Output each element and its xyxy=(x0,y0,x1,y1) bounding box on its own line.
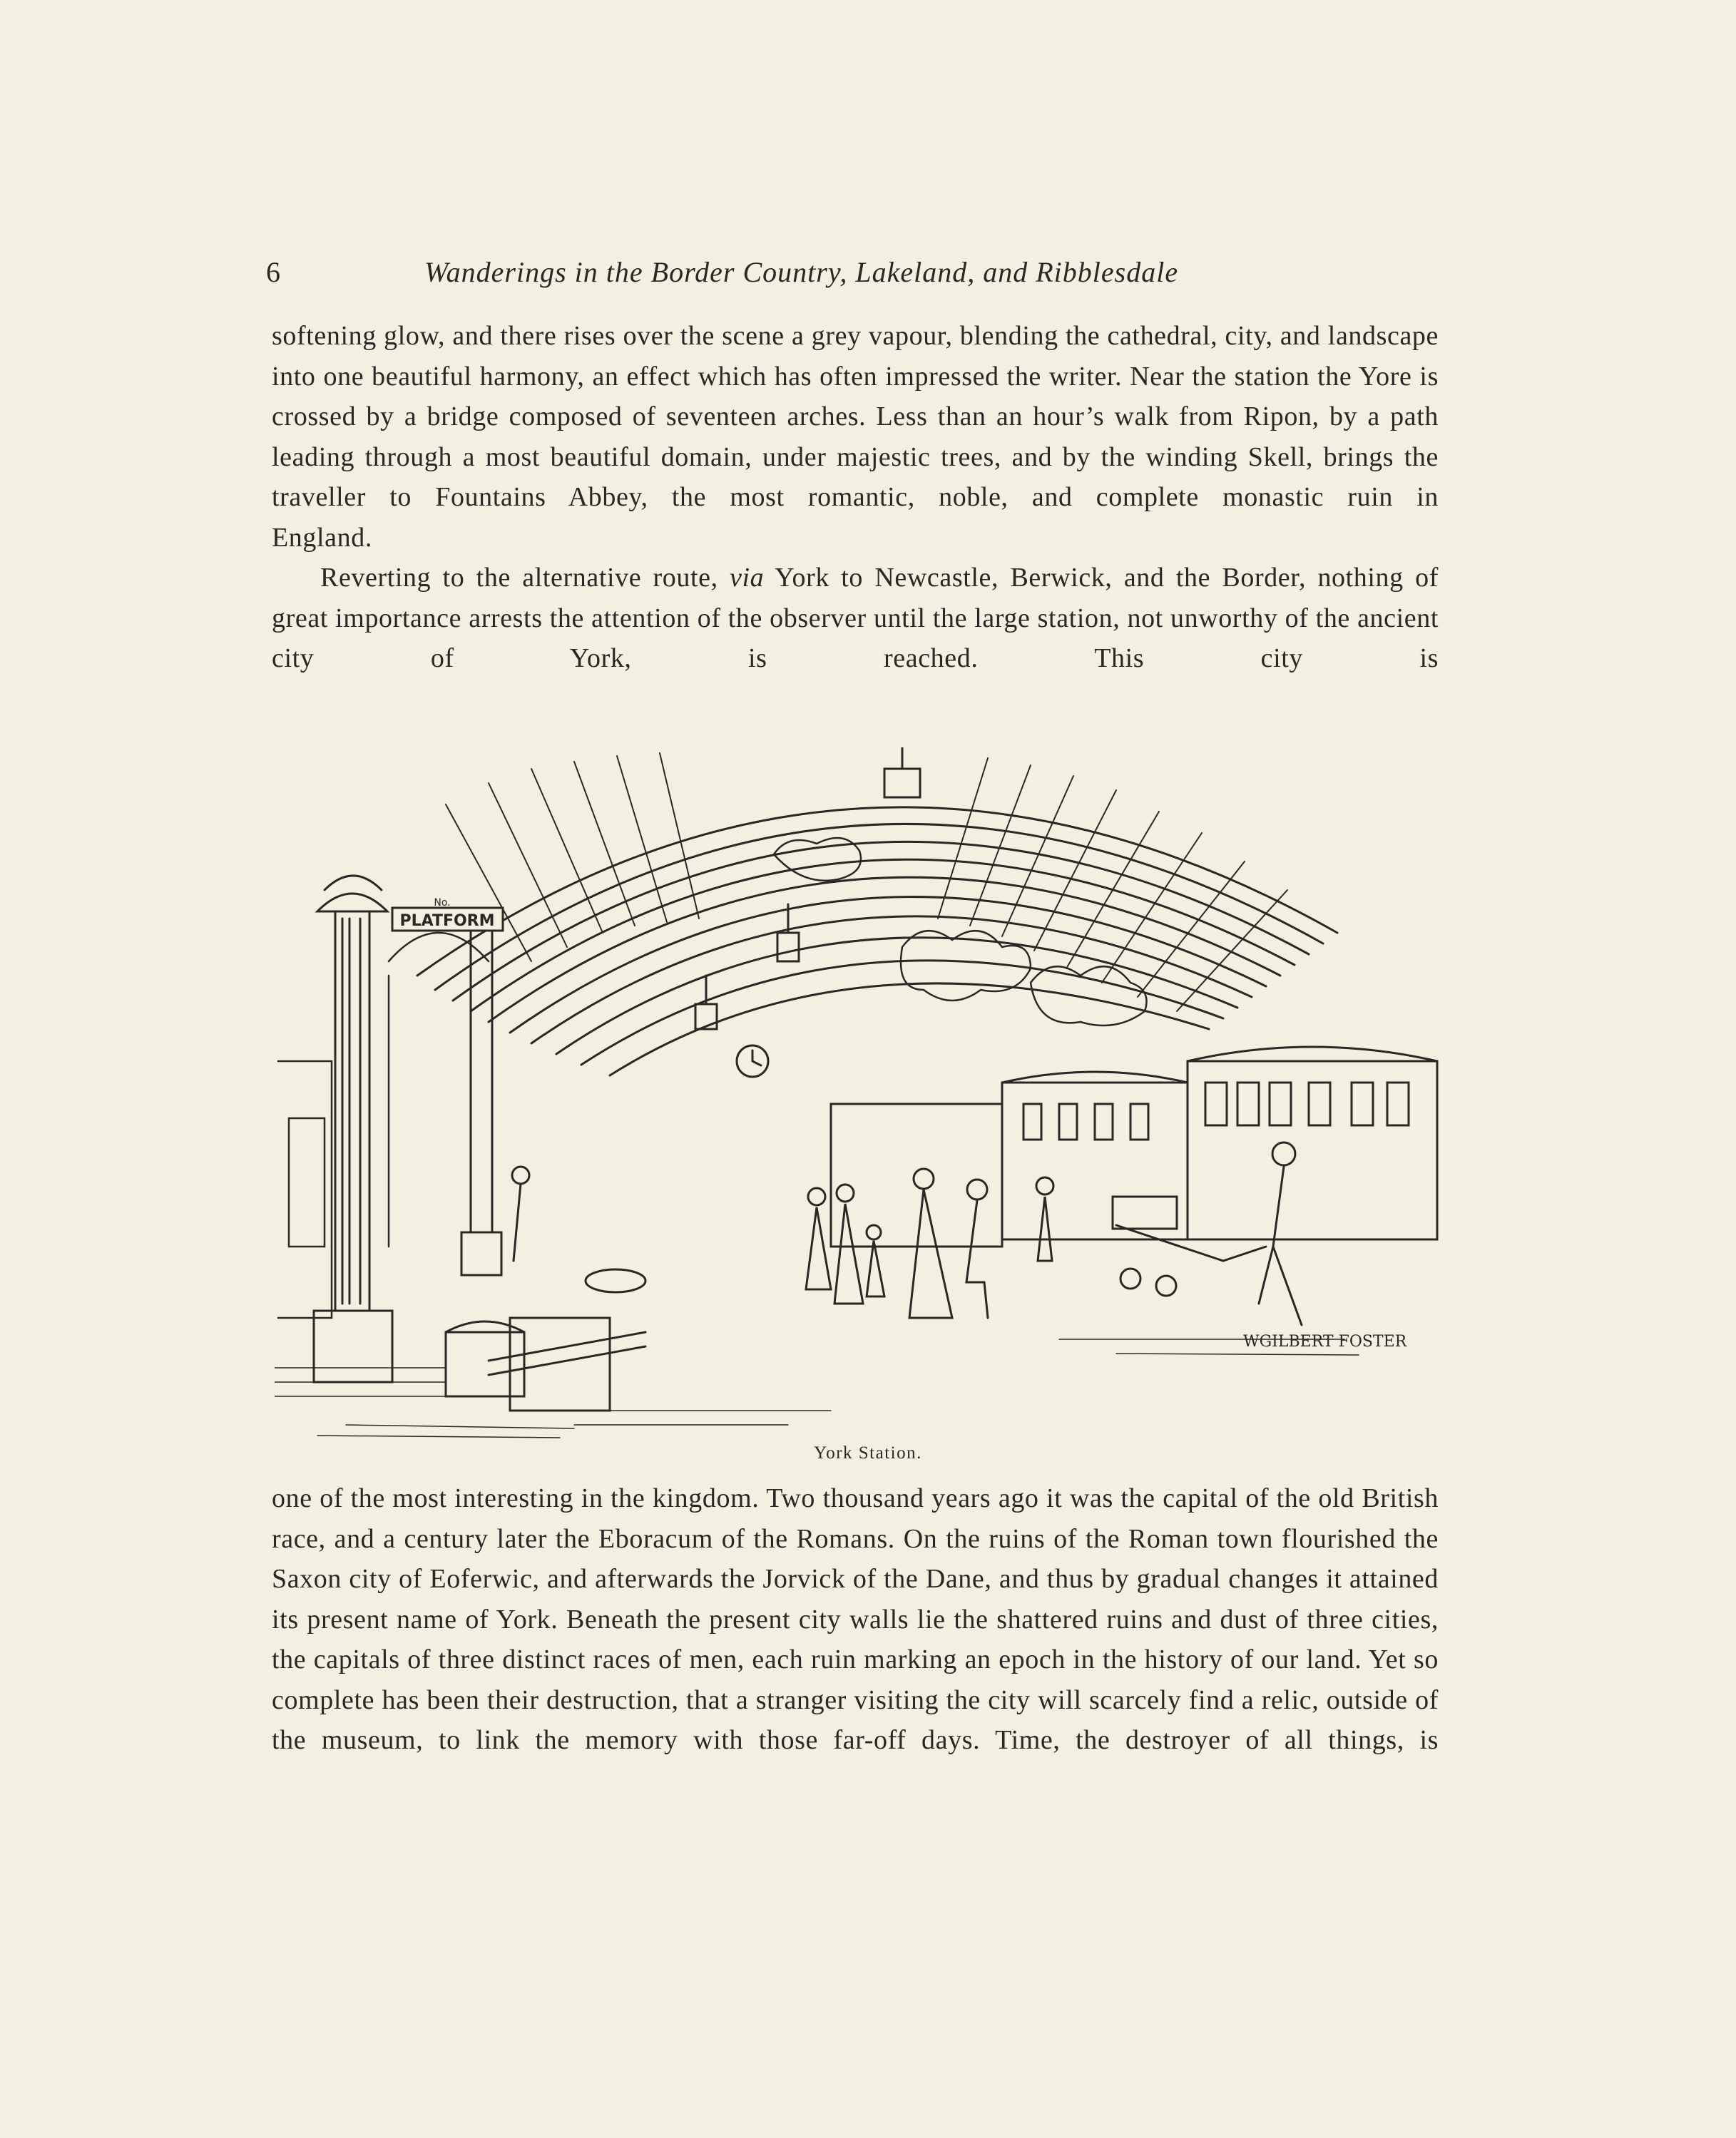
york-station-illustration xyxy=(275,747,1448,1439)
engraving-drawing xyxy=(275,747,1448,1439)
text-line: England. xyxy=(272,522,372,553)
body-text-top xyxy=(272,316,1439,679)
text-line: to link the memory with those far-off days. Time, the destroyer of all things, is xyxy=(438,1725,1439,1755)
body-text-bottom xyxy=(272,1478,1439,1761)
text-line: the writer. Near the station the Yore is crossed by a bridge composed of seventeen xyxy=(272,361,1439,431)
station-clock xyxy=(737,1045,768,1077)
text-line: large station, not unworthy of the ancient city of York, is reached. This city is xyxy=(272,603,1439,673)
figure-caption: York Station. xyxy=(814,1443,922,1463)
text-line: York to Newcastle, Berwick, and the xyxy=(775,563,1211,593)
text-line: dust of three cities, the capitals of three distinct races of men, each ruin marking an xyxy=(272,1604,1439,1674)
text-line: city, and landscape into one beautiful harmony, an effect which has often impressed xyxy=(272,321,1439,392)
text-line: softening glow, and there rises over the scene a grey vapour, blending the cathedral, xyxy=(272,321,1218,351)
page-number: 6 xyxy=(266,256,280,288)
paragraph-york-route xyxy=(272,558,1439,679)
luggage-barrow xyxy=(1113,1197,1266,1296)
text-line: present name of York. Beneath the present city walls lie the shattered ruins and xyxy=(307,1604,1212,1635)
artist-signature: WGILBERT FOSTER xyxy=(1243,1333,1407,1351)
running-title: Wanderings in the Border Country, Lakeland, and Ribblesdale xyxy=(424,256,1179,288)
text-line: to Fountains Abbey, the most romantic, noble, and complete monastic ruin in xyxy=(389,482,1439,512)
text-line: beautiful domain, under majestic trees, and by the winding Skell, brings the traveller xyxy=(272,441,1439,512)
text-line: epoch in the history of our land. Yet so complete has been their destruction, xyxy=(272,1645,1439,1715)
passenger-figures xyxy=(512,1142,1302,1325)
italic-word: via xyxy=(730,563,765,593)
text-line: that a stranger visiting the city will scarcely find a relic, outside of the museum, xyxy=(272,1684,1439,1755)
text-line: one of the most interesting in the kingdom. Two thousand years ago it was the xyxy=(272,1483,1155,1513)
cast-iron-column xyxy=(314,876,392,1382)
text-line: capital of the old British race, and a century later the Eboracum of the Romans. xyxy=(272,1483,1439,1554)
luggage-foreground xyxy=(446,1269,645,1411)
text-line: arches. Less than an hour’s walk from Ripon, by a path leading through a most xyxy=(272,401,1439,472)
text-line: Border, nothing of great importance arrests the attention of the observer until the xyxy=(272,563,1439,633)
paragraph-ripon-end xyxy=(272,518,1439,558)
train-carriages xyxy=(831,1047,1437,1247)
text-line: On the ruins of the Roman town flourished the Saxon city of Eoferwic, and xyxy=(272,1523,1439,1594)
platform-sign-small-text: No. xyxy=(434,897,451,909)
paragraph-ripon xyxy=(272,316,1439,518)
station-building-left xyxy=(278,933,489,1318)
platform-sign-text: PLATFORM xyxy=(399,912,495,930)
paragraph-york-history xyxy=(272,1478,1439,1761)
hanging-lamps xyxy=(695,747,920,1029)
roof-arches xyxy=(417,807,1337,1075)
running-header xyxy=(266,251,1293,294)
platform-floor xyxy=(275,1339,1359,1438)
roof-rafters xyxy=(446,753,1287,1011)
text-line: afterwards the Jorvick of the Dane, and thus by gradual changes it attained its xyxy=(272,1564,1439,1635)
text-line: Reverting to the alternative route, xyxy=(320,563,718,593)
platform-column xyxy=(461,926,501,1275)
